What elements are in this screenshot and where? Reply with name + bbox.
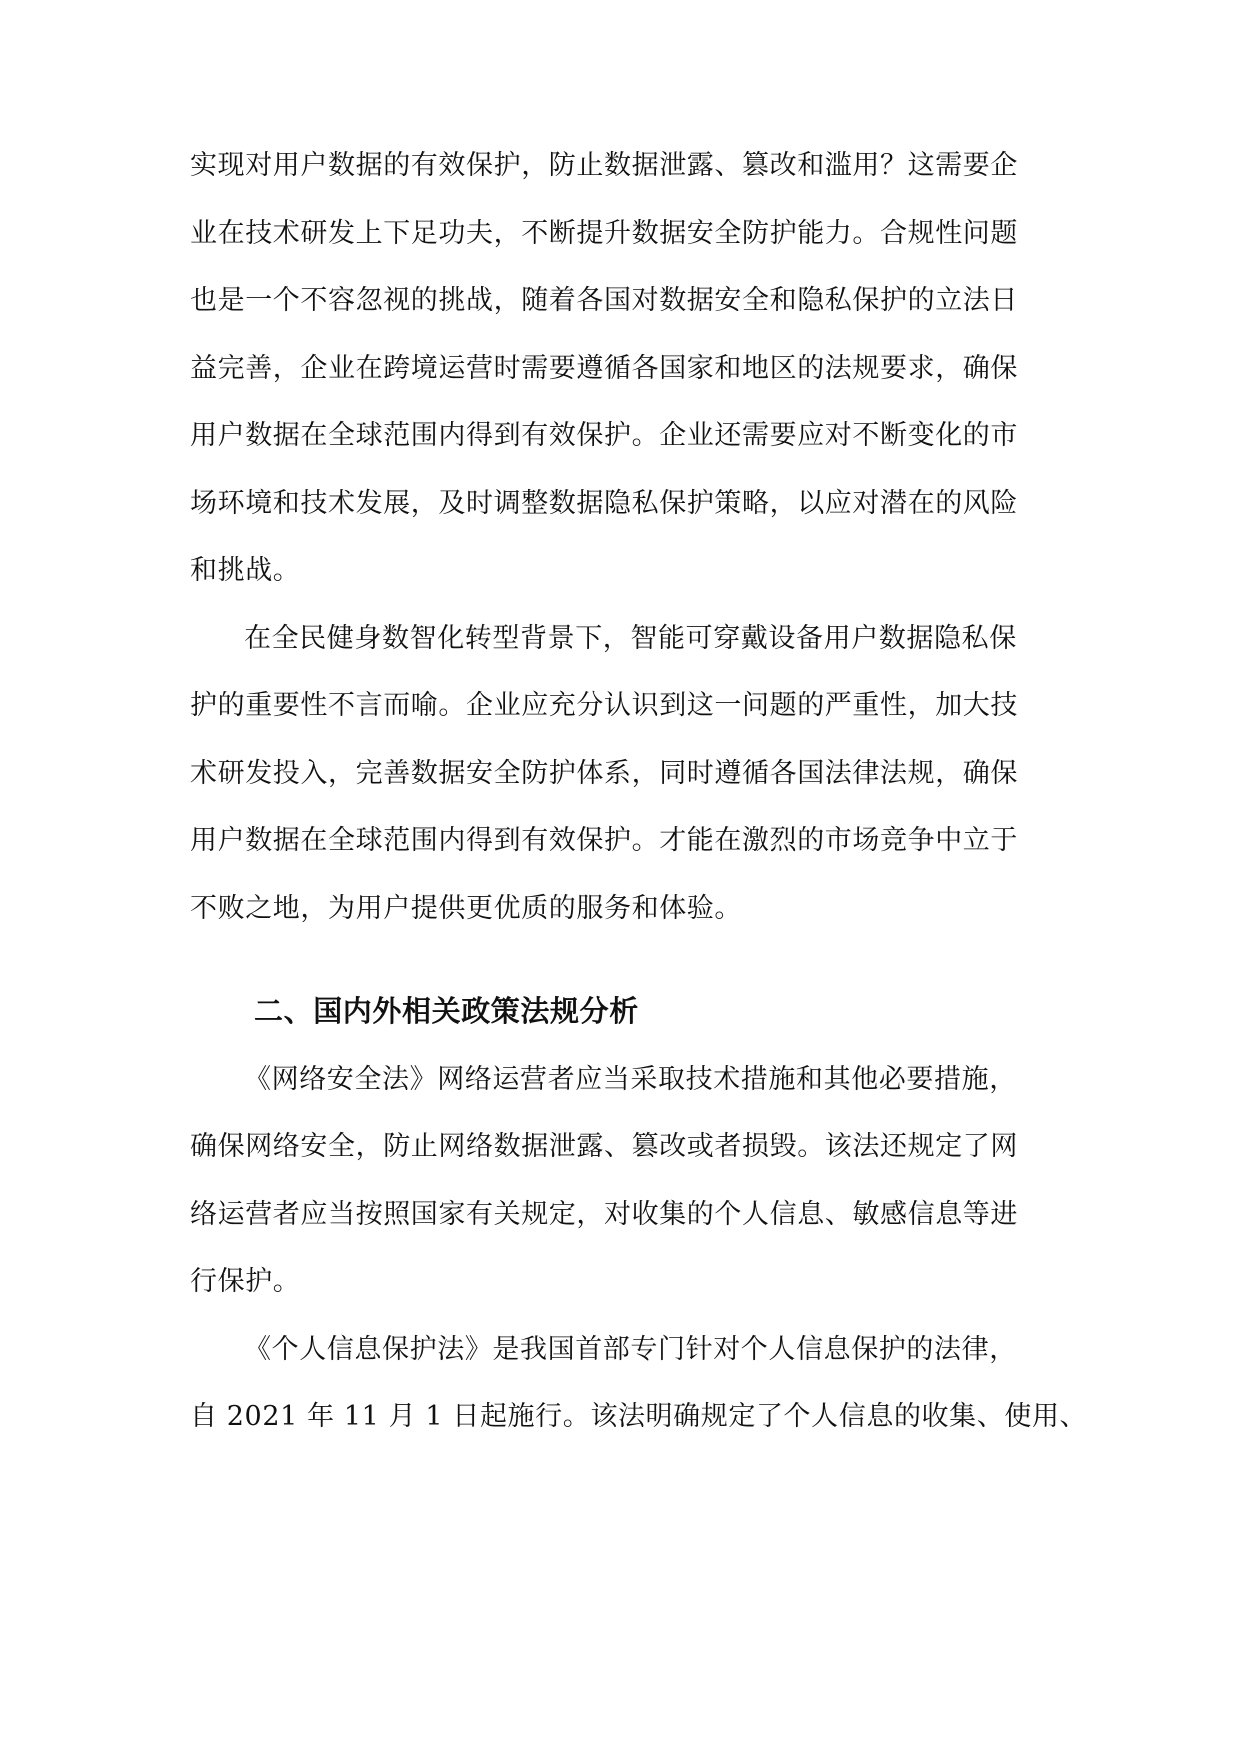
text-line: 护的重要性不言而喻。企业应充分认识到这一问题的严重性，加大技	[190, 690, 1018, 721]
text-line: 用户数据在全球范围内得到有效保护。企业还需要应对不断变化的市	[190, 420, 1018, 451]
section-heading: 二、国内外相关政策法规分析	[254, 994, 639, 1028]
text-line: 《网络安全法》网络运营者应当采取技术措施和其他必要措施，	[244, 1063, 1017, 1095]
text-line: 确保网络安全，防止网络数据泄露、篡改或者损毁。该法还规定了网	[190, 1131, 1018, 1162]
text-line: 益完善，企业在跨境运营时需要遵循各国家和地区的法规要求，确保	[190, 352, 1018, 384]
text-line: 《个人信息保护法》是我国首部专门针对个人信息保护的法律，	[244, 1333, 1017, 1365]
text-line: 自 2021 年 11 月 1 日起施行。该法明确规定了个人信息的收集、使用、	[190, 1401, 1088, 1432]
text-line: 也是一个不容忽视的挑战，随着各国对数据安全和隐私保护的立法日	[190, 285, 1018, 316]
text-line: 行保护。	[190, 1266, 301, 1297]
paragraph	[190, 132, 1062, 605]
text-line: 业在技术研发上下足功夫，不断提升数据安全防护能力。合规性问题	[190, 217, 1018, 249]
text-line: 不败之地，为用户提供更优质的服务和体验。	[190, 892, 742, 924]
spacer	[190, 942, 1062, 978]
text-line: 络运营者应当按照国家有关规定，对收集的个人信息、敏感信息等进	[190, 1198, 1018, 1230]
text-line: 实现对用户数据的有效保护，防止数据泄露、篡改和滥用？这需要企	[190, 150, 1018, 181]
paragraph	[190, 1046, 1062, 1316]
text-line: 和挑战。	[190, 555, 301, 586]
paragraph	[190, 1316, 1088, 1451]
text-line: 术研发投入，完善数据安全防护体系，同时遵循各国法律法规，确保	[190, 757, 1018, 789]
page-content	[190, 132, 1088, 1451]
paragraph	[190, 605, 1062, 943]
text-line: 在全民健身数智化转型背景下，智能可穿戴设备用户数据隐私保	[244, 622, 1017, 654]
text-line: 场环境和技术发展，及时调整数据隐私保护策略，以应对潜在的风险	[190, 487, 1018, 519]
text-line: 用户数据在全球范围内得到有效保护。才能在激烈的市场竞争中立于	[190, 825, 1018, 856]
